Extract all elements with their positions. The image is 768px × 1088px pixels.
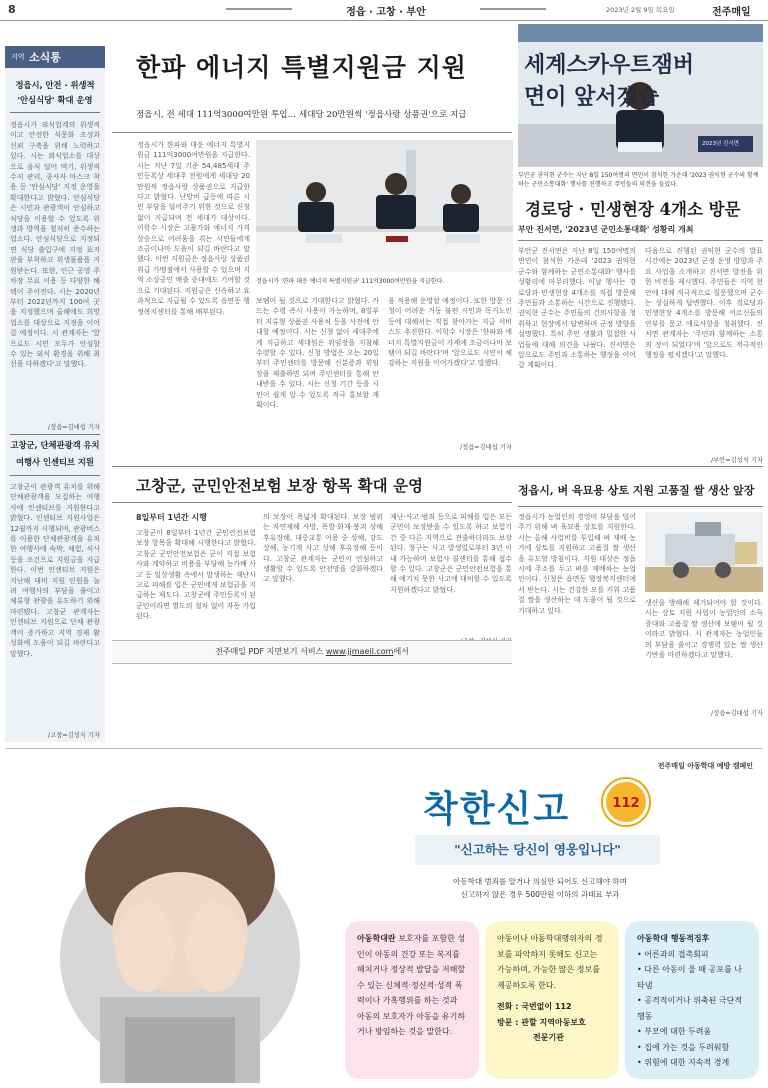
right-headline: 경로당 · 민생현장 4개소 방문: [525, 200, 741, 219]
box3-item: • 다른 아동이 울 때 공포를 나타냄: [637, 965, 742, 990]
divider: [518, 506, 763, 507]
sidebar-article2-title-line1: 고창군, 단체관광객 유치: [10, 440, 100, 450]
right-body-col1: 부안군 진서면은 지난 8일 150여명의 면민이 참석한 가운데 '2023 권익현 군수와 함께하는 군민소통대화' 행사를 성황리에 마무리했다. 이날 행사는 경로당과 민생현장 4개소를 직접 방문해 주민들과 소통하는 시간으로 진행됐다. 권익현 군수는 주민들의 건의사항을 청취하고 현장에서 답변하며 군정 방향을 설명했다. 특히 주민 생활과 밀접한 사업들에 대해 의견을 나눴다. 진서면은 앞으로도 주민과 소통하는 행정을 이어갈 계획이다.: [518, 247, 636, 370]
box3-item: • 집에 가는 것을 두려워함: [637, 1042, 730, 1052]
pdf-service-suffix: 에서: [393, 647, 409, 656]
lead-photo-caption: 정읍시가 '한파 대응 에너지 특별지원금' 111억3000여만원을 지급한다.: [256, 278, 445, 285]
campaign-org: 전주매일 아동학대 예방 캠페인: [657, 762, 753, 770]
gochang-body-col3: 재난·사고·범죄 등으로 피해를 입은 모든 군민이 보장받을 수 있도록 하고 보험기간 중 다른 지역으로 전출하더라도 보장된다. 청구는 사고 발생일로부터 3년 이내 가능하며 보험사 콜센터를 통해 접수할 수 있다. 고창군은 군민안전보험을 통해 예기치 못한 사고에 대비할 수 있도록 지원하겠다고 밝혔다.: [390, 513, 512, 594]
badge-112-icon: [603, 779, 649, 825]
seedling-machine-photo: [645, 512, 763, 592]
photo-badge: 2023년 진서면: [702, 141, 739, 147]
info-box-signs: [625, 921, 759, 1079]
sidebar-header: [5, 46, 105, 68]
photo-banner-text1: 세계스카우트잼버: [524, 53, 695, 78]
box2-phone: 전화 : 국번없이 112: [497, 1002, 572, 1011]
page-header: [0, 0, 768, 21]
lead-body-col3: 을 적용해 운영할 예정이다. 또한 방문 신청이 어려운 거동 불편 시민과 독거노인 등에 대해서는 직접 찾아가는 지급 서비스도 추진한다. 이학수 시장은 '한파와 에너지 특별지원금이 가계에 조금이나마 보탬이 되길 바란다'며 '앞으로도 시민이 체감하는 지원을 이어가겠다'고 말했다.: [388, 297, 512, 368]
press-conference-photo: [256, 140, 513, 272]
pdf-service-link[interactable]: www.jjmaeil.com: [325, 647, 394, 656]
lead-subhead: 정읍시, 전 세대 111억3000여만원 투입… 세대당 20만원씩 '정읍사랑 상품권'으로 지급: [136, 110, 467, 120]
rice-byline: /정읍=김대섭 기자: [711, 710, 763, 717]
right-photo-caption: 부안군 권익현 군수는 지난 8일 150여명의 면민이 참석한 가운데 '2023 권익현 군수의 함께하는 군민소통대화' 행사를 진행하고 주민들의 의견을 들었다.: [518, 172, 759, 188]
campaign-logo: 착한신고: [423, 789, 571, 830]
pdf-service-text: 전주매일 PDF 지면보기 서비스: [215, 647, 324, 656]
pdf-service-banner: [112, 640, 512, 664]
lead-byline: /정읍=김대섭 기자: [460, 444, 512, 451]
child-photo-illustration: [5, 807, 345, 1083]
divider: [10, 112, 100, 113]
box3-title: 아동학대 행동적징후: [637, 934, 710, 943]
gochang-subhead: 8일부터 1년간 시행: [136, 513, 207, 522]
box1-lead: 아동학대란: [357, 934, 396, 943]
crying-child-photo: [5, 807, 345, 1083]
divider: [518, 240, 763, 241]
campaign-intro-line1: 아동학대 범죄를 알거나 의심만 되어도 신고해야 하며: [453, 877, 627, 886]
divider: [112, 502, 512, 503]
campaign-intro: [415, 875, 665, 901]
sidebar-article1-body: 정읍시가 외식업계의 위생적이고 안전한 식문화 조성과 신뢰 구축을 위해 노력하고 있다. 시는 외식업소를 대상으로 음식 덜어 먹기, 위생적 수저 관리, 종사자 마스크 착용 등 '안심식당' 지정 운영을 확대한다고 밝혔다. 안심식당은 시민과 관광객이 안심하고 식당을 이용할 수 있도록 위생과 방역을 철저히 준수하는 업소다. 안심식당으로 지정되면 식당 출입구에 지정 표지판을 부착하고 위생물품을 지원받는다. 또한, 인근 공영 주차장 무료 이용 등 다양한 혜택이 주어진다. 시는 2020년부터 2022년까지 100여 곳을 지정했으며 올해에도 희망 업소를 대상으로 지정을 이어갈 예정이다. 시 관계자는 '앞으로도 시민 모두가 안심할 수 있는 외식 환경을 위해 최선을 다하겠다'고 말했다.: [10, 121, 100, 369]
sidebar-article1-title-line1: 정읍시, 안전 · 위생적: [15, 80, 95, 90]
right-photo: [518, 24, 763, 167]
divider: [10, 475, 100, 476]
rice-body-col1: 정읍시가 농업인의 경영비 부담을 덜어 주기 위해 벼 육묘용 상토를 지원한다. 시는 올해 사업비를 투입해 벼 재배 농가에 상토를 지원하고 고품질 쌀 생산을 유도할 방침이다. 지원 대상은 정읍시에 주소를 두고 벼를 재배하는 농업인이다. 신청은 읍면동 행정복지센터에서 받는다. 시는 건강한 모를 키워 고품질 쌀을 생산하는 데 도움이 될 것으로 기대하고 있다.: [518, 513, 636, 615]
gochang-headline: 고창군, 군민안전보험 보장 항목 확대 운영: [136, 476, 423, 495]
divider: [112, 466, 763, 467]
rice-body-col2: 생산을 방해해 제거되어야 할 것이다. 시는 상토 지원 사업이 농업인의 소득 증대와 고품질 쌀 생산에 보탬이 될 것이라고 밝혔다. 시 관계자는 농업인들의 부담을 줄이고 경쟁력 있는 쌀 생산 기반을 마련하겠다고 말했다.: [645, 599, 763, 660]
sidebar-article2-byline: /고창=김성식 기자: [48, 732, 100, 739]
right-body-col2: 다음으로 진행된 권익현 군수의 발표 시간에는 2023년 군정 운영 방향과 주요 사업을 소개하고 진서면 발전을 위한 비전을 제시했다. 주민들은 지역 현안에 대해 적극적으로 질문했으며 군수는 성실하게 답변했다. 이후 경로당과 민생현장 4개소를 방문해 어르신들의 안부를 묻고 애로사항을 청취했다. 진서면 관계자는 '주민과 함께하는 소통의 장이 되었다'며 '앞으로도 적극적인 행정을 펼치겠다'고 말했다.: [645, 247, 763, 360]
box2-visit: 방문 : 관할 지역아동보호: [497, 1017, 586, 1027]
sidebar-article2-body: 고창군이 관광객 유치를 위해 단체관광객을 모집하는 여행사에 인센티브를 지원한다고 밝혔다. 인센티브 지원사업은 12월까지 시행되며, 관광버스를 이용한 단체관광객을 유치한 여행사에 숙박, 체험, 식사 등을 조건으로 지원금을 지급한다. 이번 인센티브 지원은 지난해 대비 지원 인원을 늘려 여행사의 부담을 줄이고 체류형 관광을 유도하기 위해 마련됐다. 고창군 관계자는 인센티브 지원으로 단체 관광객이 증가하고 지역 경제 활성화에 도움이 되길 바란다고 말했다.: [10, 483, 100, 658]
photo-banner-text2: 면이 앞서겠습: [524, 85, 660, 110]
sidebar-article2-title-line2: 여행사 인센티브 지원: [16, 457, 94, 467]
box2-text: 아동이나 아동학대행위자의 정보를 파악하지 못해도 신고는 가능하며, 가능한 많은 정보를 제공하도록 한다.: [497, 934, 603, 990]
lead-headline: 한파 에너지 특별지원금 지원: [136, 53, 467, 82]
sidebar-article1-title-line2: '안심식당' 확대 운영: [17, 95, 93, 105]
box2-visit2: 전문기관: [533, 1033, 564, 1042]
lead-body-col1: 정읍시가 한파와 대응 에너지 특별지원금 111억3000여만원을 지급한다. 시는 지난 7일 기준 54,485세대 주민등록상 세대주 전원에게 세대당 20만원씩 정읍사랑 상품권으로 지급한다고 밝혔다. 난방비 급등에 따른 시민 부담을 덜어주기 위한 것으로 신청 없이 지급되며 전 세대가 대상이다. 이학수 시장은 고물가와 에너지 가격 상승으로 어려움을 겪는 시민들에게 조금이나마 도움이 되길 바란다고 말했다. 이번 지원금은 정읍사랑 상품권 취급 가맹점에서 사용할 수 있으며 지역 소상공인 매출 증대에도 기여할 것으로 기대된다. 지원금은 신속하고 효과적으로 지급될 수 있도록 읍면동 행정복지센터를 통해 배부된다.: [137, 141, 250, 316]
sidebar-label-small: 지역: [11, 53, 25, 61]
divider: [10, 434, 100, 435]
box1-text: 보호자를 포함한 성인이 아동의 건강 또는 복지를 해치거나 정상적 발달을 저해할 수 있는 신체적·정신적·성적 폭력이나 가혹행위를 하는 것과 아동의 보호자가 아동을 유기하거나 방임하는 것을 말한다.: [357, 934, 466, 1036]
rice-headline: 정읍시, 벼 육묘용 상토 지원 고품질 쌀 생산 앞장: [518, 484, 755, 497]
lead-body-col2: 보탬이 될 것으로 기대한다고 밝혔다. 카드는 수령 즉시 사용이 가능하며, 8일부터 지류형 상품권 사용처 등을 사전에 안내할 예정이다. 시는 신청 없이 세대주에게 지급하고 세대원은 위임장을 지참해 수령할 수 있다. 신청 방법은 오는 20일부터 주민센터를 방문해 신분증과 위임장을 제출하면 되며 주민센터를 통해 안내받을 수 있다. 시는 신청 기간 등을 시민이 쉽게 알 수 있도록 적극 홍보할 계획이다.: [256, 297, 379, 410]
publication-date: 2023년 2월 9일 목요일: [606, 6, 675, 14]
info-box-report: [485, 921, 619, 1079]
box3-item: • 공격적이거나 위축된 극단적 행동: [637, 996, 743, 1021]
campaign-intro-line2: 신고하지 않은 경우 500만원 이하의 과태료 부과: [460, 890, 620, 899]
badge-112-number: 112: [612, 796, 640, 811]
box3-item: • 어른과의 접촉회피: [637, 949, 709, 959]
campaign-slogan: "신고하는 당신이 영웅입니다": [454, 842, 621, 857]
box3-item: • 위험에 대한 지속적 경계: [637, 1058, 730, 1067]
lead-photo: [256, 140, 513, 272]
section-label: 정읍 · 고창 · 부안: [296, 3, 476, 18]
sidebar-article1-byline: /정읍=김대섭 기자: [48, 424, 100, 431]
child-abuse-campaign-ad: [5, 748, 763, 1085]
newspaper-name: 전주매일: [712, 7, 751, 18]
right-subhead: 부안 진서면, '2023년 군민소통대화' 성황리 개최: [518, 225, 694, 234]
slogan-band: [415, 835, 660, 865]
gochang-body-col2: 의 보장이 폭넓게 확대된다. 보장 범위는 자연재해 사망, 폭발·화재·붕괴 상해 후유장해, 대중교통 이용 중 상해, 강도 상해, 농기계 사고 상해 후유장해 등이다. 고창군 관계자는 군민이 안심하고 생활할 수 있도록 안전망을 강화하겠다고 말했다.: [263, 513, 383, 584]
page-number: 8: [8, 3, 16, 16]
right-byline: /부안=김성식 기자: [711, 457, 763, 464]
info-box-definition: [345, 921, 479, 1079]
divider: [112, 132, 512, 133]
box3-item: • 부모에 대한 두려움: [637, 1027, 712, 1036]
sidebar-label-big: 소식통: [29, 51, 61, 64]
gochang-body-col1: 고창군이 8일부터 1년간 군민안전보험 보장 항목을 확대해 시행한다고 밝혔다. 고창군 군민안전보험은 군이 직접 보험사와 계약하고 비용을 부담해 농가배 사고 등 일상생활 속에서 발생하는 재난사고로 피해를 입은 군민에게 보험금을 지급하는 제도다. 고창군에 주민등록이 된 군민이라면 별도의 절차 없이 자동 가입된다.: [136, 529, 256, 621]
rice-photo: [645, 512, 763, 592]
